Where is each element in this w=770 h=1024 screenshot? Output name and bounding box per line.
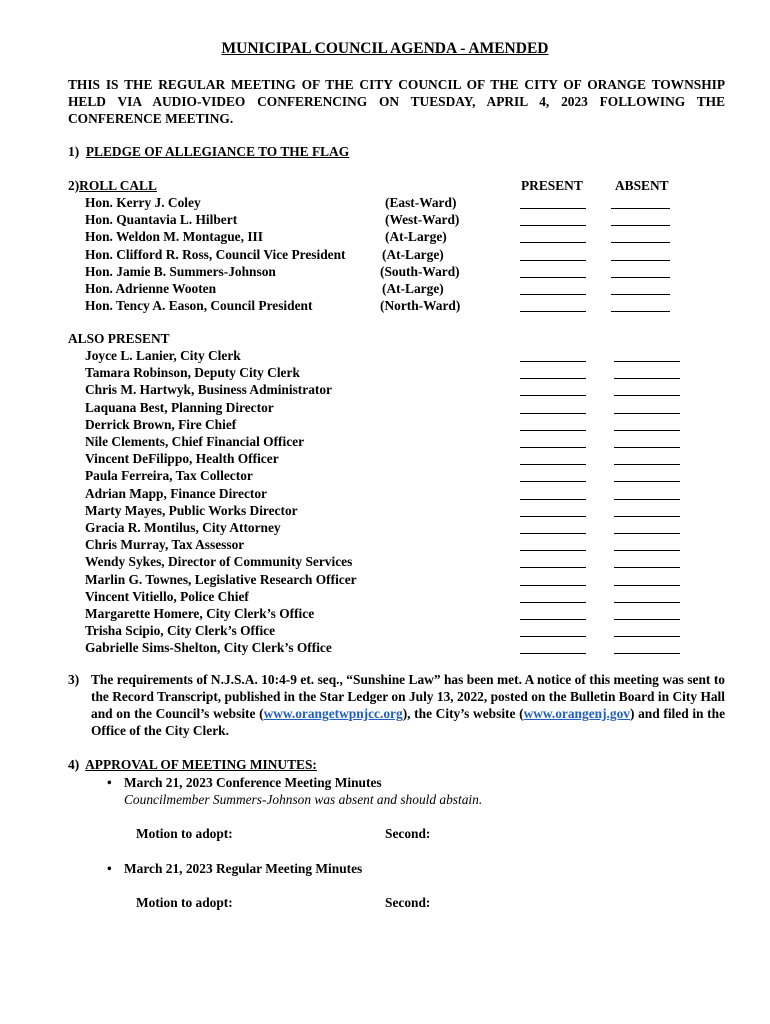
item-1-label: PLEDGE OF ALLEGIANCE TO THE FLAG	[85, 144, 350, 159]
absent-blank-line	[611, 208, 670, 209]
staff-member-name: Gracia R. Montilus, City Attorney	[85, 520, 281, 535]
present-blank-line	[520, 260, 586, 261]
council-member-ward: (At-Large)	[382, 281, 444, 296]
council-member-ward: (At-Large)	[382, 246, 444, 262]
present-blank-line	[520, 208, 586, 209]
staff-member-name: Joyce L. Lanier, City Clerk	[85, 348, 241, 363]
council-member-ward: (North-Ward)	[380, 298, 461, 314]
absent-blank-line	[614, 533, 680, 534]
present-blank-line	[520, 516, 586, 517]
absent-blank-line	[614, 447, 680, 448]
present-blank-line	[520, 619, 586, 620]
absent-blank-line	[614, 395, 680, 396]
council-member-ward: (West-Ward)	[385, 212, 460, 228]
absent-blank-line	[614, 550, 680, 551]
staff-member-name: Derrick Brown, Fire Chief	[85, 416, 237, 432]
item-1-pledge	[68, 143, 349, 160]
staff-member-name: Gabrielle Sims-Shelton, City Clerk’s Office	[85, 640, 332, 656]
council-member-name: Hon. Weldon M. Montague, III	[85, 229, 263, 245]
council-member-ward: (At-Large)	[385, 229, 447, 245]
absent-blank-line	[614, 361, 680, 362]
present-blank-line	[520, 636, 586, 637]
absent-blank-line	[614, 464, 680, 465]
absent-blank-line	[611, 225, 670, 226]
staff-member-name: Trisha Scipio, City Clerk’s Office	[85, 623, 276, 639]
council-member-ward: (South-Ward)	[380, 263, 460, 279]
present-blank-line	[520, 585, 586, 586]
present-blank-line	[520, 294, 586, 295]
staff-member-name: Paula Ferreira, Tax Collector	[85, 468, 253, 484]
present-blank-line	[520, 464, 586, 465]
absent-blank-line	[614, 602, 680, 603]
council-member-name: Hon. Kerry J. Coley	[85, 195, 201, 210]
council-member-name: Hon. Quantavia L. Hilbert	[85, 212, 238, 228]
absent-blank-line	[614, 636, 680, 637]
staff-member-name: Adrian Mapp, Finance Director	[85, 485, 267, 501]
staff-member-name: Chris Murray, Tax Assessor	[85, 537, 245, 553]
staff-member-name: Nile Clements, Chief Financial Officer	[85, 434, 305, 449]
absent-blank-line	[611, 242, 670, 243]
present-blank-line	[520, 567, 586, 568]
item-2-number: 2)	[68, 178, 80, 193]
item-4-label: APPROVAL OF MEETING MINUTES:	[85, 757, 317, 772]
absent-blank-line	[614, 653, 680, 654]
absent-blank-line	[614, 499, 680, 500]
item-1-number: 1)	[68, 144, 80, 159]
item-3-sunshine-law	[68, 671, 725, 739]
present-blank-line	[520, 311, 586, 312]
present-blank-line	[520, 225, 586, 226]
present-blank-line	[520, 653, 586, 654]
absent-blank-line	[611, 277, 670, 278]
present-blank-line	[520, 430, 586, 431]
minutes-entry-title: March 21, 2023 Conference Meeting Minutes	[124, 775, 382, 790]
absent-blank-line	[614, 619, 680, 620]
staff-member-name: Chris M. Hartwyk, Business Administrator	[85, 382, 332, 398]
council-member-name: Hon. Jamie B. Summers-Johnson	[85, 263, 276, 279]
motion-to-adopt-label: Motion to adopt:	[136, 826, 233, 841]
absent-blank-line	[611, 294, 670, 295]
staff-member-name: Margarette Homere, City Clerk’s Office	[85, 606, 315, 621]
absent-blank-line	[614, 413, 680, 414]
absent-blank-line	[614, 378, 680, 379]
present-blank-line	[520, 550, 586, 551]
present-blank-line	[520, 395, 586, 396]
absent-header: ABSENT	[615, 178, 669, 193]
absent-blank-line	[614, 567, 680, 568]
agenda-title: MUNICIPAL COUNCIL AGENDA - AMENDED	[221, 40, 549, 57]
minutes-entry-note: Councilmember Summers-Johnson was absent and should abstain.	[124, 792, 483, 807]
meeting-intro: THIS IS THE REGULAR MEETING OF THE CITY COUNCIL OF THE CITY OF ORANGE TOWNSHIP HELD VIA AUDIO-VIDEO CONFERENCING ON TUESDAY, APRIL 4, 2023 FOLLOWING THE CONFERENCE MEETING.	[68, 77, 725, 126]
council-member-ward: (East-Ward)	[385, 195, 457, 210]
minutes-entry-title: March 21, 2023 Regular Meeting Minutes	[124, 861, 363, 876]
absent-blank-line	[611, 311, 670, 312]
present-blank-line	[520, 277, 586, 278]
staff-member-name: Marlin G. Townes, Legislative Research Officer	[85, 571, 357, 587]
staff-member-name: Vincent Vitiello, Police Chief	[85, 588, 249, 604]
item-4-minutes	[68, 756, 317, 773]
staff-member-name: Tamara Robinson, Deputy City Clerk	[85, 365, 300, 381]
second-label: Second:	[385, 895, 431, 910]
absent-blank-line	[614, 481, 680, 482]
present-blank-line	[520, 481, 586, 482]
motion-to-adopt-label: Motion to adopt:	[136, 895, 233, 910]
absent-blank-line	[614, 585, 680, 586]
council-member-name: Hon. Adrienne Wooten	[85, 281, 217, 296]
second-label: Second:	[385, 826, 431, 841]
council-member-name: Hon. Tency A. Eason, Council President	[85, 298, 313, 314]
staff-member-name: Vincent DeFilippo, Health Officer	[85, 451, 279, 467]
item-3-text-part: ) and filed in the Office of the City Clerk.	[91, 706, 726, 738]
also-present-label: ALSO PRESENT	[68, 331, 170, 346]
council-member-name: Hon. Clifford R. Ross, Council Vice President	[85, 246, 346, 262]
council-website-link[interactable]: www.orangetwpnjcc.org	[263, 706, 403, 721]
item-4-number: 4)	[68, 757, 80, 772]
present-blank-line	[520, 533, 586, 534]
item-3-text-part: ), the City’s website (	[402, 706, 524, 721]
item-3-number: 3)	[68, 672, 80, 687]
item-3-text-part: The requirements of N.J.S.A. 10:4-9 et. seq., “Sunshine Law” has been met. A notice of this meeting was sent to the Record Transcript, published in the Star Ledger on July 13, 2022, posted on the Bulletin Board in City Hall and on the Council’s website (	[91, 672, 725, 721]
present-blank-line	[520, 378, 586, 379]
present-blank-line	[520, 361, 586, 362]
present-blank-line	[520, 499, 586, 500]
present-blank-line	[520, 602, 586, 603]
present-blank-line	[520, 413, 586, 414]
item-3-text	[91, 671, 725, 739]
city-website-link[interactable]: www.orangenj.gov	[523, 706, 630, 721]
item-2-label: ROLL CALL	[79, 178, 157, 193]
bullet-icon: •	[107, 775, 112, 790]
staff-member-name: Laquana Best, Planning Director	[85, 399, 274, 415]
present-header: PRESENT	[521, 178, 583, 193]
present-blank-line	[520, 447, 586, 448]
absent-blank-line	[614, 430, 680, 431]
present-blank-line	[520, 242, 586, 243]
staff-member-name: Marty Mayes, Public Works Director	[85, 502, 298, 518]
bullet-icon: •	[107, 861, 112, 876]
staff-member-name: Wendy Sykes, Director of Community Services	[85, 554, 353, 570]
item-2-roll-call	[68, 177, 157, 194]
absent-blank-line	[611, 260, 670, 261]
absent-blank-line	[614, 516, 680, 517]
